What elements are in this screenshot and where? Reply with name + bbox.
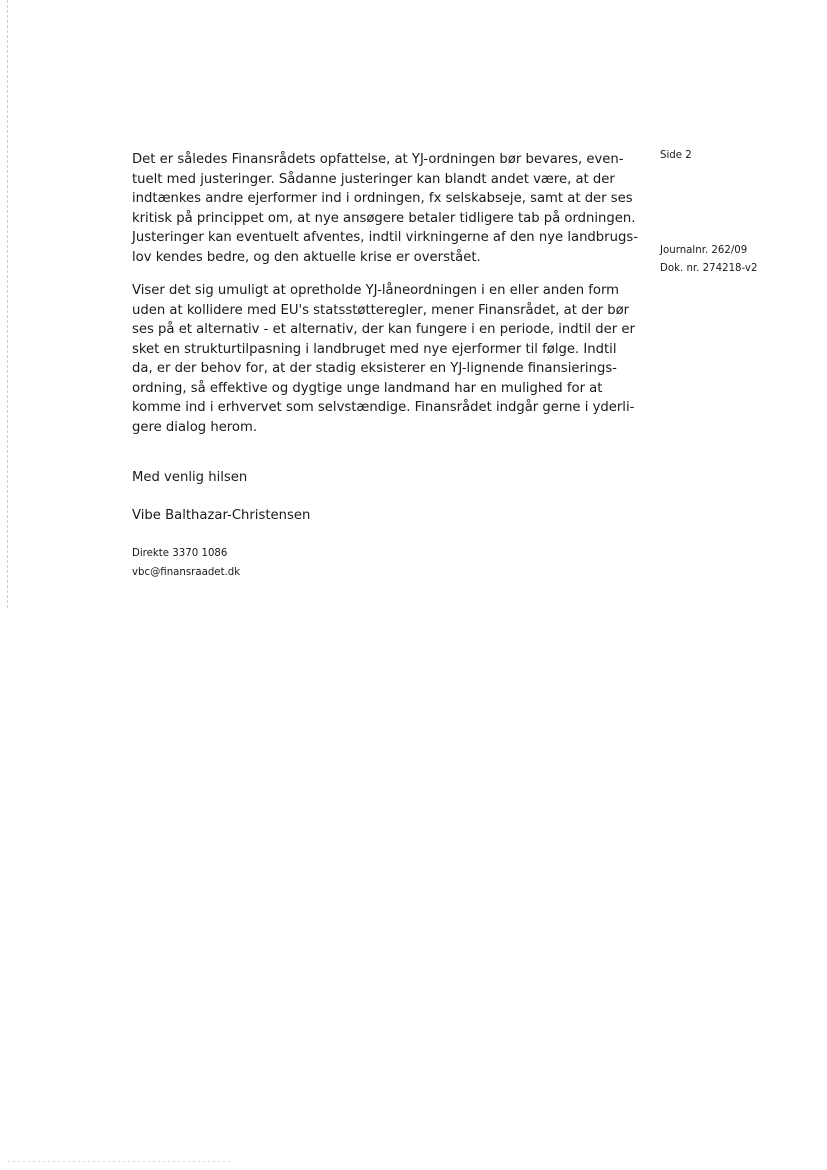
scan-left-edge	[7, 0, 8, 610]
paragraph-line: kritisk på princippet om, at nye ansøgere betaler tidligere tab på ordningen.	[132, 210, 636, 226]
paragraph-line: komme ind i erhvervet som selvstændige. Finansrådet indgår gerne i yderli-	[132, 400, 635, 415]
paragraph-line: ses på et alternativ - et alternativ, der kan fungere i en periode, indtil der er	[132, 322, 635, 337]
paragraph-line: ordning, så effektive og dygtige unge landmand har en mulighed for at	[132, 380, 603, 396]
paragraph-line: indtænkes andre ejerformer ind i ordningen, fx selskabseje, samt at der ses	[132, 191, 633, 206]
body-paragraph-1	[132, 150, 638, 267]
scan-bottom-edge	[8, 1161, 233, 1162]
paragraph-line: sket en strukturtilpasning i landbruget med nye ejerformer til følge. Indtil	[132, 341, 617, 357]
paragraph-line: uden at kollidere med EU's statsstøtteregler, mener Finansrådet, at der bør	[132, 302, 630, 318]
paragraph-line: gere dialog herom.	[132, 419, 258, 435]
signer-name: Vibe Balthazar-Christensen	[132, 508, 311, 523]
body-paragraph-2	[132, 281, 635, 437]
contact-phone: Direkte 3370 1086	[132, 548, 228, 559]
paragraph-line: lov kendes bedre, og den aktuelle krise er overstået.	[132, 249, 481, 265]
contact-email: vbc@finansraadet.dk	[132, 567, 241, 578]
paragraph-line: Justeringer kan eventuelt afventes, indtil virkningerne af den nye landbrugs-	[132, 230, 638, 245]
paragraph-line: Viser det sig umuligt at opretholde YJ-låneordningen i en eller anden form	[132, 283, 620, 298]
paragraph-line: da, er der behov for, at der stadig eksisterer en YJ-lignende finansierings-	[132, 361, 617, 376]
paragraph-line: tuelt med justeringer. Sådanne justeringer kan blandt andet være, at der	[132, 171, 615, 187]
journal-number: Journalnr. 262/09	[660, 245, 748, 256]
page-number-label: Side 2	[660, 150, 692, 161]
closing-greeting: Med venlig hilsen	[132, 470, 248, 485]
document-number: Dok. nr. 274218-v2	[660, 263, 758, 274]
paragraph-line: Det er således Finansrådets opfattelse, at YJ-ordningen bør bevares, even-	[132, 152, 624, 167]
